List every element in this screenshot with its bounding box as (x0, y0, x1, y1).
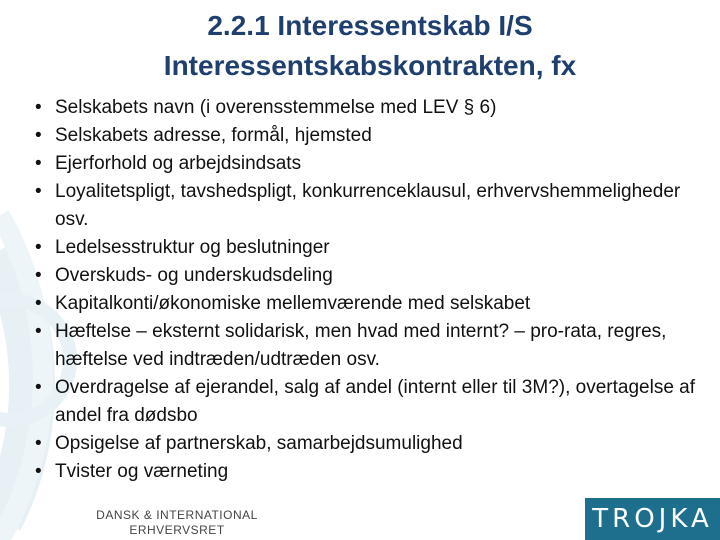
bullet-item: • Ledelsesstruktur og beslutninger (30, 234, 700, 262)
bullet-item: • Hæftelse – eksternt solidarisk, men hvad med internt? – pro-rata, regres, hæftelse ved indtræden/udtræden osv. (30, 318, 700, 374)
bullet-item: • Tvister og værneting (30, 458, 700, 486)
bullet-list (30, 94, 700, 486)
bullet-item: • Selskabets navn (i overensstemmelse med LEV § 6) (30, 94, 700, 122)
slide-title (40, 6, 700, 86)
dansk-international-erhvervsret-logo (62, 508, 292, 538)
trojka-logo: TROJKA (585, 498, 720, 540)
bullet-item: • Overdragelse af ejerandel, salg af andel (internt eller til 3M?), overtagelse af andel fra dødsbo (30, 374, 700, 430)
bullet-item: • Opsigelse af partnerskab, samarbejdsumulighed (30, 430, 700, 458)
bullet-item: • Selskabets adresse, formål, hjemsted (30, 122, 700, 150)
title-line-2: Interessentskabskontrakten, fx (163, 50, 577, 81)
bullet-item: • Loyalitetspligt, tavshedspligt, konkurrenceklausul, erhvervshemmeligheder osv. (30, 178, 700, 234)
title-line-1: 2.2.1 Interessentskab I/S (207, 10, 533, 41)
bullet-item: • Ejerforhold og arbejdsindsats (30, 150, 700, 178)
logo-line-1: DANSK & INTERNATIONAL (96, 508, 258, 522)
logo-line-2: ERHVERVSRET (129, 523, 225, 537)
bullet-item: • Kapitalkonti/økonomiske mellemværende med selskabet (30, 290, 700, 318)
bullet-item: • Overskuds- og underskudsdeling (30, 262, 700, 290)
